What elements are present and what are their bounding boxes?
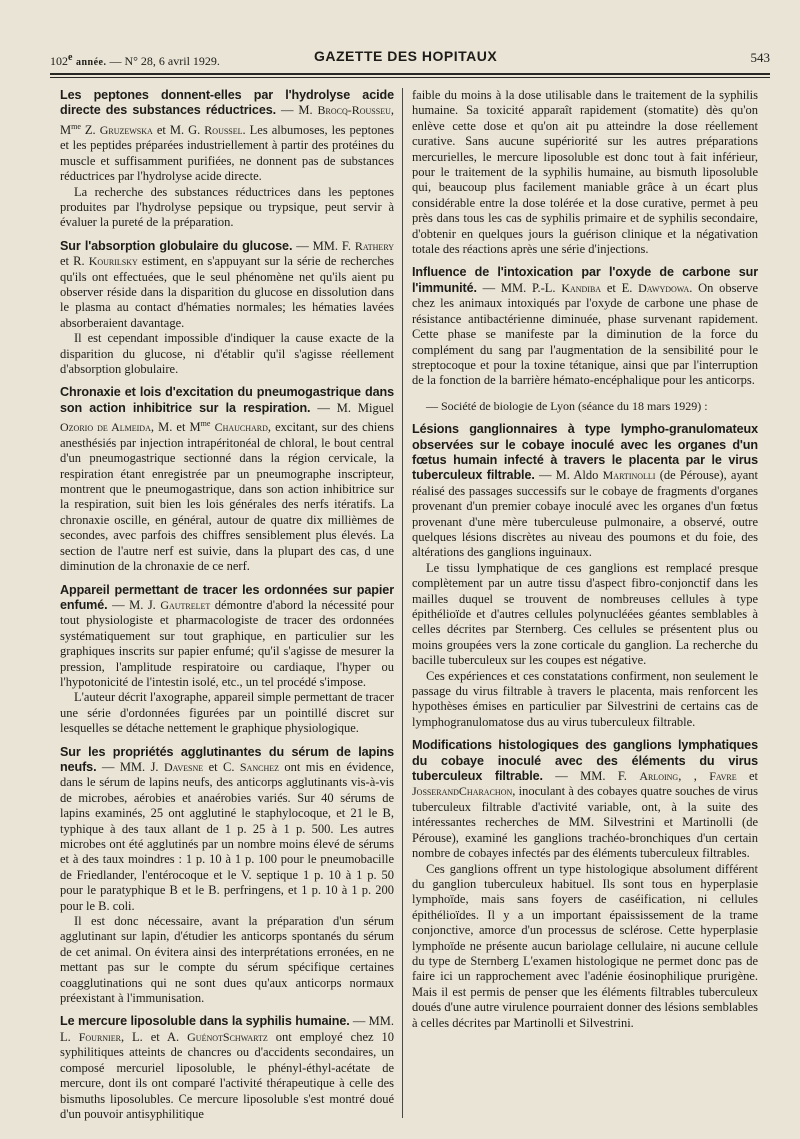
section-text: démontre d'abord la nécessité pour tout physiologiste et pharmacologiste de tracer des ordonnées systématiquement sur tout graphique, en particulier sur les graphiques inscrits sur papier enfumé; qu'il s'agisse de mesurer la pression, l'amplitude respiratoire ou cardiaque, l'hyper ou l'hypotonicité de l'intestin isolé, etc., un tel procédé s'impose. — [60, 597, 395, 689]
left-paragraph-3: Il est cependant impossible d'indiquer la cause exacte de la disparition du glucose, ni d'établir qu'il s'agisse réellement d'absorption globulaire. — [60, 331, 394, 377]
author-name: Kourilsky — [88, 254, 138, 269]
section-text: . Les albumoses, les peptones et les peptides préparées industriellement à partir des protéines du muscle et suffisamment purifiées, ne donnent pas de substances réductrices par l'hydrolyse acide directe. — [60, 122, 394, 184]
header-rule-thin — [50, 77, 770, 78]
section-text: et R. — [60, 254, 89, 269]
author-name: Rathery — [354, 238, 394, 253]
left-section-7 — [60, 745, 394, 914]
section-title: Sur les propriétés agglutinantes du sérum de lapins neufs. — [60, 744, 394, 774]
section-text: estiment, en s'appuyant sur la série de recherches qu'ils ont effectuées, que le seul phénomène net qu'ils aient pu observer réside dans la disparition du glucose en dissolution dans le plasma au contact d'hématies normales; les hématies lavées absorberaient davantage. — [60, 254, 394, 330]
section-title: Les peptones donnent-elles par l'hydrolyse acide directe des substances réductrices. — [60, 88, 394, 118]
section-text: — M. J. — [107, 597, 161, 612]
left-paragraph-1: La recherche des substances réductrices dans les peptones produites par l'hydrolyse pepsique ou trypsique, peut servir à évaluer la pureté de la préparation. — [60, 184, 394, 230]
section-text: — MM. J. — [96, 759, 164, 774]
issue-info: 102e année. — N° 28, 6 avril 1929. — [50, 52, 220, 68]
author-name: Favre — [709, 769, 737, 784]
author-name: Roussel — [204, 122, 243, 137]
section-text: et A. — [150, 1029, 188, 1044]
author-name: Martinolli — [602, 468, 656, 483]
section-text: . On observe chez les animaux intoxiqués par l'oxyde de carbone une phase de résistance antibactérienne diminuée, phase survenant rapidement. Cette phase se manifeste par la diminution de la force du complément du sang par l'augmentation de la sensibilité pour le streptocoque et pour la toxine tétanique, ainsi que par l'interruption de la fonction de la barrière hémato-encéphalique pour les anticorps. — [412, 280, 759, 388]
header-rule — [50, 73, 770, 75]
section-text: et E. — [601, 280, 639, 295]
section-text: — M. — [276, 103, 318, 118]
author-name: Arloing — [639, 769, 679, 784]
author-name: Chauchard — [214, 420, 268, 435]
section-text: , L. — [120, 1029, 151, 1044]
right-paragraph-4: Le tissu lymphatique de ces ganglions est remplacé presque complètement par un autre tissu d'aspect fibro-conjonctif dans les mailles duquel se trouvent de nombreuses cellules à type épithélioïde et d'autres cellules polynucléées géantes semblables à celles décrites par Sternberg. Ces cellules se présentent plus ou moins groupées vers la zone corticale du ganglion. La recherche du bacille tuberculeux sur les coupes est négative. — [412, 560, 758, 668]
section-text: et — [736, 769, 759, 784]
society-heading: — Société de biologie de Lyon (séance du 18 mars 1929) : — [426, 398, 708, 413]
section-title: Sur l'absorption globulaire du glucose. — [60, 238, 293, 253]
section-text: et M. G. — [152, 122, 205, 137]
section-text: (de Pérouse), ayant réalisé des passages successifs sur le cobaye de fragments d'organes provenant d'un premier cobaye inoculé avec les organes d'un fœtus provenant d'une mère tuberculeuse pulmonaire, a observé, outre quelques lésions discrètes au niveau des poumons et du foie, des altérations des ganglions inguinaux. — [412, 468, 758, 560]
section-text: — MM. P.-L. — [476, 280, 562, 295]
section-text: Z. — [80, 122, 100, 137]
author-name: Gruzewska — [99, 122, 153, 137]
section-text: , M. et M — [150, 420, 201, 435]
title-abbrev: me — [71, 121, 81, 131]
right-section-3 — [412, 422, 758, 561]
left-section-4 — [60, 385, 394, 574]
right-paragraph-7: Ces ganglions offrent un type histologique absolument différent du ganglion tuberculeux habituel. Ils sont tous en hyperplasie lymphoïde, mais sans foyers de caséification, ni cellules épithélioïdes. Il y a un important épaississement de la trame conjonctive, amorce d'un processus de sclérose. Cette hyperplasie lymphoïde ne présente aucun bariolage cellulaire, ni aucune cellule du type de Sternberg L'examen histologique ne permet donc pas de faire ici un rapprochement avec l'adénie éosinophilique prurigène. Mais il est permis de penser que les éléments filtrables tuberculeux doués d'une autre virulence pourraient donner des lésions semblables à celles décrites par Martinolli et Silvestrini. — [412, 861, 758, 1030]
right-column — [412, 88, 758, 1031]
section-title: Modifications histologiques des ganglions lymphatiques du cobaye inoculé avec des éléments du virus tuberculeux filtrable. — [412, 738, 758, 784]
author-name: Schwartz — [222, 1029, 268, 1044]
page-header — [50, 48, 770, 70]
column-divider — [402, 88, 403, 1118]
journal-title: GAZETTE DES HOPITAUX — [314, 48, 498, 64]
right-paragraph-5: Ces expériences et ces constatations confirment, non seulement le passage du virus filtrable à travers le placenta, mais renforcent les hypothèses émises en particulier par Silvestrini de certains cas de lymphogranulomatose dus au virus tuberculeux filtrable. — [412, 668, 758, 729]
page-number: 543 — [750, 50, 770, 65]
section-text: , M — [60, 103, 394, 137]
section-text: , — [678, 769, 694, 784]
section-text: ont employé chez 10 syphilitiques atteints de chancres ou d'accidents secondaires, un composé mercuriel liposoluble, le phényl-éthyl-acétate de mercure, dont ils ont comparé l'activité thérapeutique à celle des bismuths liposolubles. Ce mercure liposoluble s'est montré doué d'un pouvoir antisyphilitique — [60, 1029, 394, 1121]
author-name: Guénot — [187, 1029, 223, 1044]
section-title: Le mercure liposoluble dans la syphilis humaine. — [60, 1014, 350, 1029]
left-section-5 — [60, 583, 394, 691]
section-title: Influence de l'intoxication par l'oxyde de carbone sur l'immunité. — [412, 265, 758, 295]
section-text: , — [693, 769, 710, 784]
left-column — [60, 88, 394, 1122]
right-section-6 — [412, 738, 758, 861]
author-name: Charachon — [458, 784, 513, 799]
section-title: Chronaxie et lois d'excitation du pneumogastrique dans son action inhibitrice sur la respiration. — [60, 385, 394, 415]
section-text: — MM. F. — [292, 238, 355, 253]
section-text: — M. Aldo — [534, 468, 603, 483]
author-name: Dawydowa — [638, 280, 690, 295]
author-name: Gautrelet — [160, 597, 211, 612]
section-title: Appareil permettant de tracer les ordonnées sur papier enfumé. — [60, 582, 394, 612]
title-abbrev: me — [200, 419, 211, 429]
section-text: — M. Miguel — [310, 400, 394, 415]
author-name: Kandiba — [561, 280, 602, 295]
section-text: ont mis en évidence, dans le sérum de lapins neufs, des anticorps agglutinants vis-à-vis de microbes, aérobies et anaérobies variés. Sur 40 sérums de lapins examinés, 25 ont agglutiné le staphylocoque, et 21 le B, typhique à des taux allant de 1 p. 25 à 1 p. 500. Les autres microbes ont été agglutinés par un nombre moins élevé de sérums et à des taux moindres : 1 p. 10 à 1 p. 100 pour le pneumobacille de Friedlander, l'entérocoque et le V. septique 1 p. 10 à 1 p. 50 pour le paratyphique B et le B. perfringens, et 1 p. 10 à 1 p. 200 pour le B. coli. — [60, 759, 394, 913]
left-paragraph-8: Il est donc nécessaire, avant la préparation d'un sérum agglutinant sur lapin, d'étudier les anticorps spontanés du sérum de cet animal. On évitera ainsi des interprétations erronées, en ne mettant pas sur le compte du sérum spécifique certaines coagglutinations qui ne sont dues qu'aux anticorps normaux préexistant à l'immunisation. — [60, 914, 394, 1006]
author-name: Sanchez — [239, 759, 279, 774]
right-continued-paragraph: faible du moins à la dose utilisable dans le traitement de la syphilis humaine. Sa toxicité apparaît rapidement (stomatite) dès qu'on enlève cette dose et qu'on ait pu atteindre la dose réellement curative. Sans aucune supériorité sur les autres préparations mercurielles, le mercure liposoluble est donc tout à fait inférieur, pour le traitement de la syphilis humaine, au bismuth liposoluble qui, beaucoup plus facilement maniable grâce à un écart plus considérable entre la dose tolérée et la dose curative, permet à peu près dans tous les cas de syphilis primaire et de syphilis secondaire, d'obtenir en quelques jours la guérison clinique et la négativation totale des réactions après une série d'injections. — [412, 88, 758, 257]
left-section-9 — [60, 1014, 394, 1122]
author-name: Fournier — [78, 1029, 121, 1044]
author-name: Brocq-Rousseu — [317, 103, 391, 118]
section-text: — MM. F. — [542, 769, 640, 784]
section-text: , excitant, sur des chiens anesthésiés par injection intrapéritonéal de chloral, le bout central d'un pneumogastrique sectionné dans la région cervicale, la respiration étant enregistrée par un pneumographe inscripteur, montrent que le pneumogastrique, dans son action inhibitrice sur la respiration, suit bien les lois générales des nerfs itératifs. La chronaxie oscille, en général, autour de quatre dix millièmes de secondes, avec parfois des chiffres sensiblement plus élevés. La section de l'autre nerf est suivie, dans la plupart des cas, d une diminution de la chronaxie de ce nerf. — [60, 420, 395, 574]
section-text: et C. — [203, 759, 240, 774]
author-name: Davesne — [163, 759, 204, 774]
author-name: Ozorio de Almeida — [60, 420, 151, 435]
right-section-1 — [412, 265, 758, 388]
author-name: Josserand — [412, 784, 459, 799]
section-text: , inoculant à des cobayes quatre souches de virus tuberculeux filtrable d'activité variable, ont, à la suite des intéressantes recherches de MM. Silvestrini et Martinolli (de Pérouse), examiné les ganglions trachéo-bronchiques d'un certain nombre de cobayes infectés par des éléments tuberculeux filtrables. — [412, 784, 758, 861]
section-text: — MM. L. — [60, 1014, 394, 1044]
section-title: Lésions ganglionnaires à type lympho-granulomateux observées sur le cobaye inoculé avec les organes d'un fœtus humain infecté à travers le placenta par le virus tuberculeux filtrable. — [412, 422, 758, 483]
left-section-2 — [60, 239, 394, 331]
left-section-0 — [60, 88, 394, 185]
left-paragraph-6: L'auteur décrit l'axographe, appareil simple permettant de tracer une série d'ordonnées figurées par un pointillé discret sur lesquelles se détache nettement le graphique physiologique. — [60, 690, 394, 736]
